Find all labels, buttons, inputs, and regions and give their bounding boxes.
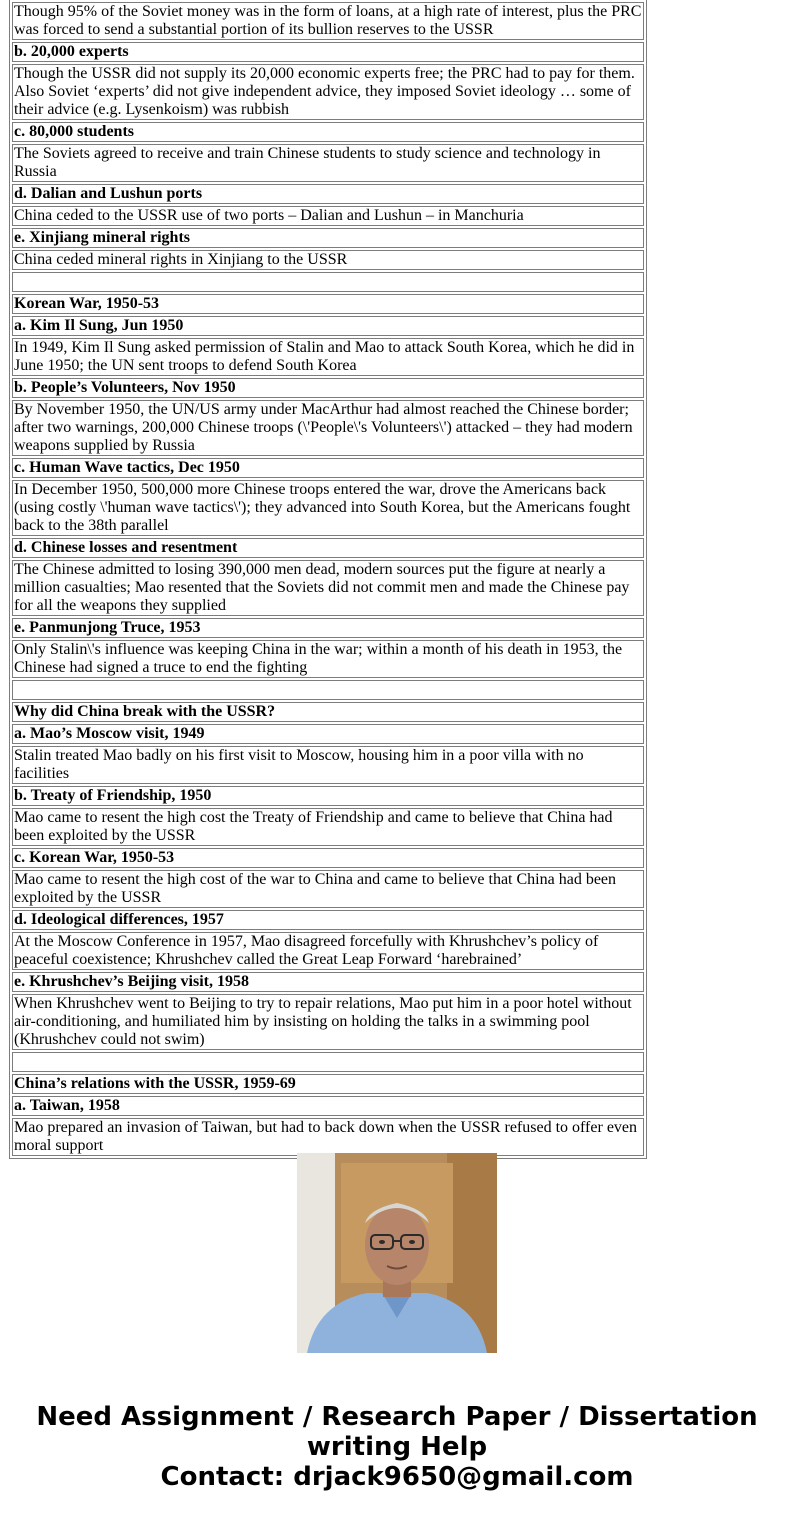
note-text-cell: China ceded mineral rights in Xinjiang to the USSR xyxy=(12,250,644,270)
table-row xyxy=(12,1118,644,1156)
table-row xyxy=(12,932,644,970)
table-row-heading xyxy=(12,228,644,248)
section-heading-cell: e. Panmunjong Truce, 1953 xyxy=(12,618,644,638)
table-row xyxy=(12,870,644,908)
table-row-spacer xyxy=(12,1052,644,1072)
note-text-cell: Only Stalin\'s influence was keeping China in the war; within a month of his death in 1953, the Chinese had signed a truce to end the fighting xyxy=(12,640,644,678)
note-text-cell: Mao came to resent the high cost of the war to China and came to believe that China had been exploited by the USSR xyxy=(12,870,644,908)
contact-banner-line-1: Need Assignment / Research Paper / Dissertation xyxy=(36,1402,758,1432)
section-heading-cell: b. People’s Volunteers, Nov 1950 xyxy=(12,378,644,398)
section-heading-cell: d. Dalian and Lushun ports xyxy=(12,184,644,204)
table-row-heading xyxy=(12,42,644,62)
table-row xyxy=(12,206,644,226)
study-notes-body xyxy=(12,2,644,1156)
section-heading-cell: a. Kim Il Sung, Jun 1950 xyxy=(12,316,644,336)
table-row-heading xyxy=(12,538,644,558)
contact-banner xyxy=(0,1402,794,1492)
note-text-cell: The Chinese admitted to losing 390,000 men dead, modern sources put the figure at nearly a million casualties; Mao resented that the Soviets did not commit men and made the Chinese pay for all the weapons they supplied xyxy=(12,560,644,616)
table-row xyxy=(12,640,644,678)
empty-cell xyxy=(12,680,644,700)
table-row-heading xyxy=(12,702,644,722)
study-notes-table xyxy=(9,0,647,1159)
author-portrait-drawing xyxy=(297,1153,497,1353)
note-text-cell: In December 1950, 500,000 more Chinese troops entered the war, drove the Americans back (using costly \'human wave tactics\'); they advanced into South Korea, but the Americans fought back to the 38th parallel xyxy=(12,480,644,536)
note-text-cell: Mao came to resent the high cost the Treaty of Friendship and came to believe that China had been exploited by the USSR xyxy=(12,808,644,846)
table-row-heading xyxy=(12,1096,644,1116)
note-text-cell: Though 95% of the Soviet money was in the form of loans, at a high rate of interest, plus the PRC was forced to send a substantial portion of its bullion reserves to the USSR xyxy=(12,2,644,40)
note-text-cell: Mao prepared an invasion of Taiwan, but had to back down when the USSR refused to offer even moral support xyxy=(12,1118,644,1156)
table-row-heading xyxy=(12,378,644,398)
table-row xyxy=(12,560,644,616)
table-row xyxy=(12,250,644,270)
section-heading-cell: b. Treaty of Friendship, 1950 xyxy=(12,786,644,806)
empty-cell xyxy=(12,1052,644,1072)
table-row-heading xyxy=(12,910,644,930)
table-row-heading xyxy=(12,458,644,478)
table-row-heading xyxy=(12,184,644,204)
table-row-heading xyxy=(12,786,644,806)
note-text-cell: Stalin treated Mao badly on his first visit to Moscow, housing him in a poor villa with no facilities xyxy=(12,746,644,784)
table-row-heading xyxy=(12,724,644,744)
section-heading-cell: c. Korean War, 1950-53 xyxy=(12,848,644,868)
table-row-heading xyxy=(12,1074,644,1094)
section-heading-cell: China’s relations with the USSR, 1959-69 xyxy=(12,1074,644,1094)
table-row-spacer xyxy=(12,272,644,292)
section-heading-cell: d. Chinese losses and resentment xyxy=(12,538,644,558)
section-heading-cell: e. Xinjiang mineral rights xyxy=(12,228,644,248)
section-heading-cell: e. Khrushchev’s Beijing visit, 1958 xyxy=(12,972,644,992)
table-row-spacer xyxy=(12,680,644,700)
table-row-heading xyxy=(12,294,644,314)
table-row xyxy=(12,994,644,1050)
note-text-cell: At the Moscow Conference in 1957, Mao disagreed forcefully with Khrushchev’s policy of peaceful coexistence; Khrushchev called the Great Leap Forward ‘harebrained’ xyxy=(12,932,644,970)
section-heading-cell: d. Ideological differences, 1957 xyxy=(12,910,644,930)
table-row-heading xyxy=(12,972,644,992)
table-row xyxy=(12,144,644,182)
table-row xyxy=(12,400,644,456)
author-portrait-icon xyxy=(297,1153,497,1353)
note-text-cell: In 1949, Kim Il Sung asked permission of Stalin and Mao to attack South Korea, which he did in June 1950; the UN sent troops to defend South Korea xyxy=(12,338,644,376)
table-row xyxy=(12,480,644,536)
table-row xyxy=(12,746,644,784)
table-row xyxy=(12,338,644,376)
section-heading-cell: c. 80,000 students xyxy=(12,122,644,142)
section-heading-cell: a. Mao’s Moscow visit, 1949 xyxy=(12,724,644,744)
note-text-cell: By November 1950, the UN/US army under MacArthur had almost reached the Chinese border; after two warnings, 200,000 Chinese troops (\'People\'s Volunteers\') attacked – they had modern weapons supplied by Russia xyxy=(12,400,644,456)
section-heading-cell: b. 20,000 experts xyxy=(12,42,644,62)
table-row xyxy=(12,64,644,120)
note-text-cell: Though the USSR did not supply its 20,000 economic experts free; the PRC had to pay for them. Also Soviet ‘experts’ did not give independent advice, they imposed Soviet ideology … some of their advice (e.g. Lysenkoism) was rubbish xyxy=(12,64,644,120)
section-heading-cell: Why did China break with the USSR? xyxy=(12,702,644,722)
section-heading-cell: c. Human Wave tactics, Dec 1950 xyxy=(12,458,644,478)
table-row-heading xyxy=(12,122,644,142)
contact-banner-line-2: writing Help xyxy=(306,1432,488,1462)
table-row xyxy=(12,808,644,846)
table-row xyxy=(12,2,644,40)
note-text-cell: The Soviets agreed to receive and train Chinese students to study science and technology in Russia xyxy=(12,144,644,182)
section-heading-cell: Korean War, 1950-53 xyxy=(12,294,644,314)
contact-email[interactable]: Contact: drjack9650@gmail.com xyxy=(160,1462,634,1492)
table-row-heading xyxy=(12,618,644,638)
section-heading-cell: a. Taiwan, 1958 xyxy=(12,1096,644,1116)
note-text-cell: China ceded to the USSR use of two ports – Dalian and Lushun – in Manchuria xyxy=(12,206,644,226)
empty-cell xyxy=(12,272,644,292)
note-text-cell: When Khrushchev went to Beijing to try to repair relations, Mao put him in a poor hotel without air-conditioning, and humiliated him by insisting on holding the talks in a swimming pool (Khrushchev could not swim) xyxy=(12,994,644,1050)
table-row-heading xyxy=(12,316,644,336)
table-row-heading xyxy=(12,848,644,868)
